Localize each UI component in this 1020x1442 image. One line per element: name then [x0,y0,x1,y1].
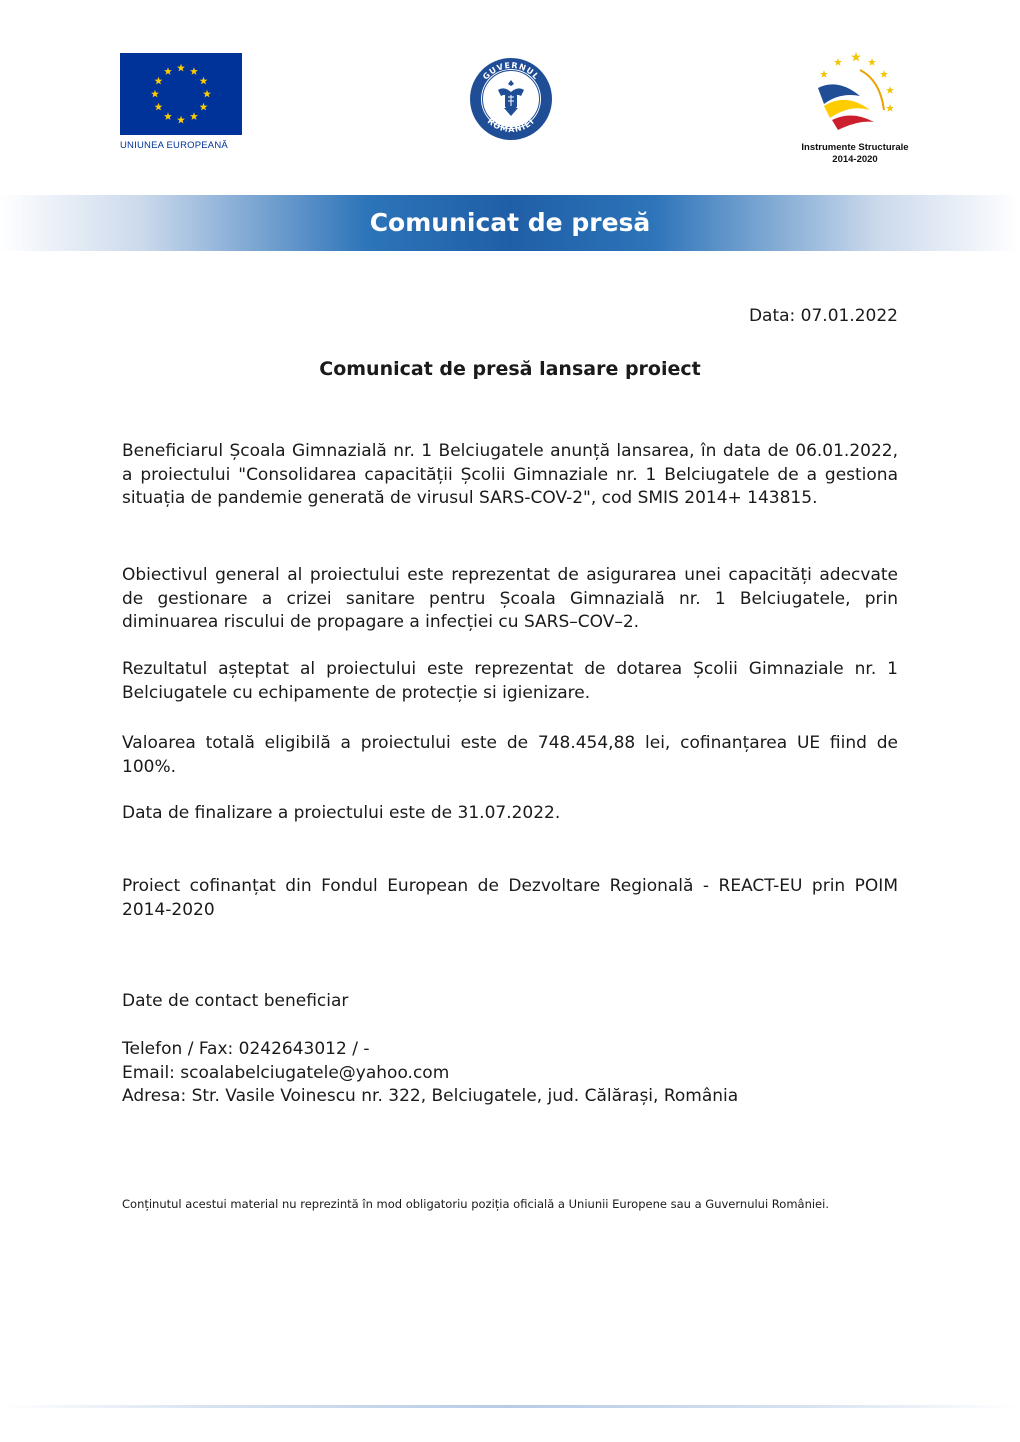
eu-star-icon [203,90,211,98]
svg-text:GUVERNUL: GUVERNUL [481,60,542,82]
structural-instruments-caption [790,142,920,166]
eu-logo-caption: UNIUNEA EUROPEANĂ [120,140,228,151]
contact-heading: Date de contact beneficiar [122,991,349,1011]
disclaimer: Conținutul acestui material nu reprezintă în mod obligatoriu poziția oficială a Uniunii Europene sau a Guvernului României. [122,1197,829,1211]
paragraph-expected-result: Rezultatul așteptat al proiectului este reprezentat de dotarea Școlii Gimnaziale nr. 1 Belciugatele cu echipamente de protecție si igienizare. [122,659,898,703]
paragraph-beneficiary: Beneficiarul Școala Gimnazială nr. 1 Belciugatele anunță lansarea, în data de 06.01.2022, a proiectului "Consolidarea capacității Școlii Gimnaziale nr. 1 Belciugatele de a gestiona situația de pandemie generată de virusul SARS-COV-2", cod SMIS 2014+ 143815. [122,441,898,508]
eu-star-icon [200,77,208,85]
eu-star-icon [200,103,208,111]
is-caption-line2: 2014-2020 [832,154,878,165]
eu-star-icon [190,67,198,75]
is-caption-line1: Instrumente Structurale [801,142,909,153]
svg-text:ROMÂNIEI: ROMÂNIEI [485,116,537,135]
document-title: Comunicat de presă lansare proiect [319,358,701,380]
banner-title: Comunicat de presă [369,208,651,237]
eu-star-icon [151,90,159,98]
eu-star-icon [154,103,162,111]
structural-instruments-logo [790,48,920,170]
structural-instruments-icon [790,48,920,140]
eu-star-icon [177,64,185,72]
contact-phone: Telefon / Fax: 0242643012 / - [122,1039,370,1059]
contact-details [122,1038,898,1109]
eu-flag-icon [120,53,242,135]
government-seal-icon [468,56,554,142]
eu-star-icon [164,112,172,120]
paragraph-cofinancing: Proiect cofinanțat din Fondul European de Dezvoltare Regională - REACT-EU prin POIM 2014-2020 [122,876,898,920]
press-release-banner [0,195,1020,251]
document-date: Data: 07.01.2022 [748,306,898,326]
contact-email: Email: scoalabelciugatele@yahoo.com [122,1062,450,1083]
paragraph-end-date: Data de finalizare a proiectului este de 31.07.2022. [122,803,561,823]
eu-star-icon [164,67,172,75]
eu-star-icon [190,112,198,120]
eu-star-icon [154,77,162,85]
eu-logo [120,53,242,153]
eu-star-icon [177,116,185,124]
footer-divider [0,1405,1020,1408]
contact-address: Adresa: Str. Vasile Voinescu nr. 322, Belciugatele, jud. Călărași, România [122,1086,739,1106]
paragraph-total-value: Valoarea totală eligibilă a proiectului este de 748.454,88 lei, cofinanțarea UE fiind de 100%. [122,733,898,777]
paragraph-objective: Obiectivul general al proiectului este reprezentat de asigurarea unei capacități adecvate de gestionare a crizei sanitare pentru Școala Gimnazială nr. 1 Belciugatele, prin diminuarea riscului de propagare a infecției cu SARS–COV–2. [122,565,898,632]
